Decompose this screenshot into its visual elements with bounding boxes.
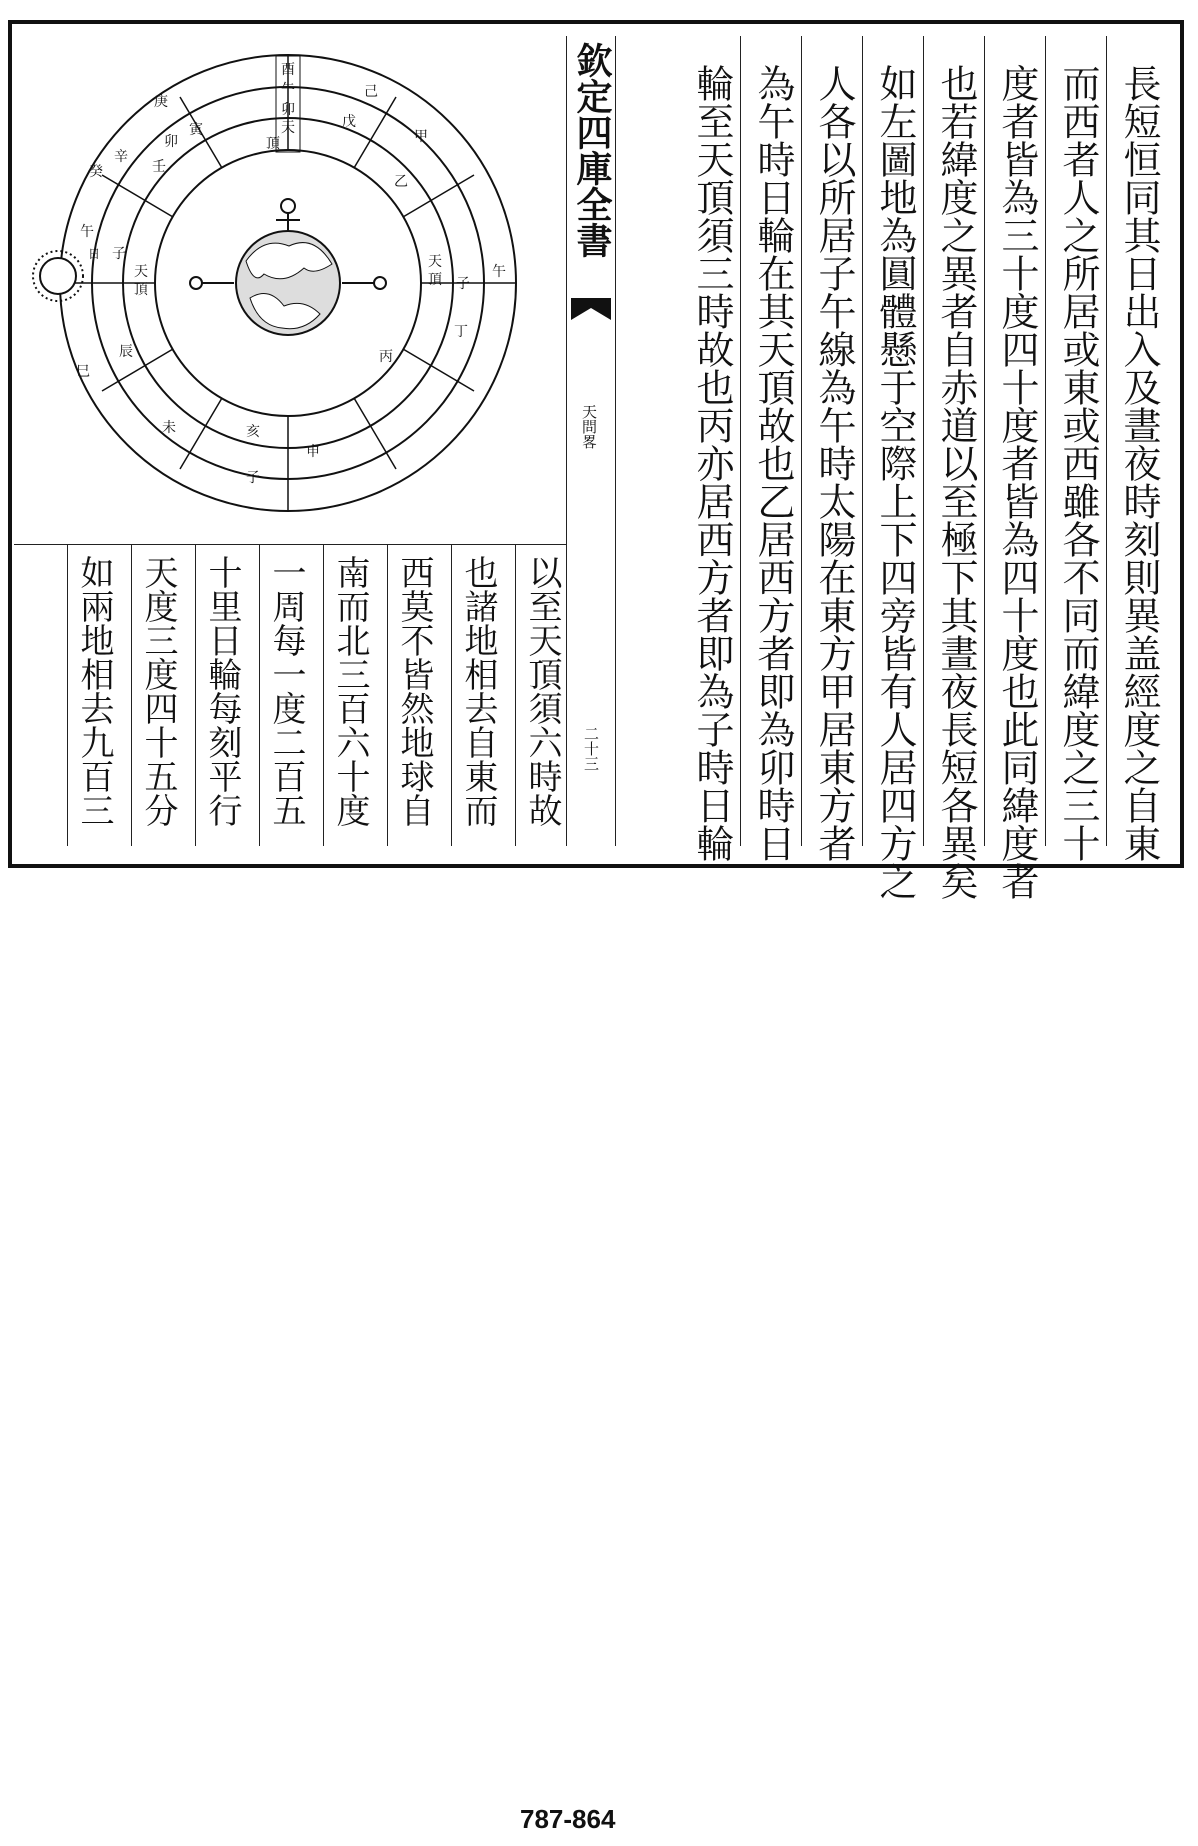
ring-label-geng: 庚 — [154, 94, 168, 110]
diagram-left-label-2: 子 — [112, 246, 126, 262]
chapter-label: 天問畧 — [580, 404, 598, 449]
lower-column-1: 以至天頂須六時故 — [515, 545, 566, 846]
fishtail-mark-icon — [571, 298, 611, 320]
text-column-3: 度者皆為三十度四十度者皆為四十度也此同緯度者 — [984, 36, 1045, 846]
ring-label-zi: 子 — [246, 470, 260, 486]
text-column-5: 如左圖地為圓體懸于空際上下四旁皆有人居四方之 — [862, 36, 923, 846]
book-title: 欽定四庫全書 — [571, 42, 613, 258]
book-title-column — [566, 36, 616, 846]
ring-label-chen: 辰 — [119, 344, 133, 360]
ring-label-yin: 寅 — [189, 122, 203, 138]
lower-column-8: 如兩地相去九百三 — [67, 545, 118, 846]
lower-column-7: 天度三度四十五分 — [131, 545, 182, 846]
figure-left-icon — [190, 277, 234, 289]
ring-label-shen: 申 — [306, 444, 320, 460]
ring-label-wei: 未 — [162, 420, 176, 436]
celestial-diagram — [14, 36, 566, 545]
ring-label-mao: 卯 — [164, 134, 178, 150]
ring-label-yi: 乙 — [394, 174, 408, 190]
lower-column-4: 南而北三百六十度 — [323, 545, 374, 846]
ring-label-wu: 戊 — [342, 114, 356, 130]
lower-column-3: 西莫不皆然地球自 — [387, 545, 438, 846]
diagram-right-label-3: 子 — [456, 276, 470, 292]
text-column-7: 為午時日輪在其天頂故也乙居西方者即為卯時日 — [740, 36, 801, 846]
ring-label-si: 巳 — [76, 364, 90, 380]
sun-icon — [33, 251, 83, 301]
diagram-top-label-5: 頂 — [266, 136, 280, 152]
ring-label-ding: 丁 — [454, 324, 468, 340]
figure-top-icon — [276, 199, 300, 232]
diagram-top-label-3: 卯 — [281, 102, 295, 118]
ring-label-xin: 辛 — [114, 149, 128, 165]
figure-right-icon — [342, 277, 386, 289]
text-column-8: 輪至天頂須三時故也丙亦居西方者即為子時日輪 — [690, 64, 734, 862]
diagram-top-label-2: 午 — [281, 82, 295, 98]
diagram-left-label-4: 頂 — [134, 282, 148, 298]
page-number: 787-864 — [520, 1804, 616, 1834]
diagram-left-label-3: 天 — [134, 264, 148, 280]
diagram-right-label-4: 午 — [492, 264, 506, 280]
text-column-1: 長短恒同其日出入及晝夜時刻則異盖經度之自東 — [1106, 36, 1167, 846]
diagram-top-label-1: 酉 — [281, 62, 295, 78]
text-column-6: 人各以所居子午線為午時太陽在東方甲居東方者 — [801, 36, 862, 846]
lower-column-6: 十里日輪每刻平行 — [195, 545, 246, 846]
ring-label-hai: 亥 — [246, 424, 260, 440]
diagram-top-label-4: 天 — [281, 120, 295, 136]
lower-column-2: 也諸地相去自東而 — [451, 545, 502, 846]
celestial-diagram-svg — [14, 36, 566, 545]
diagram-right-label-2: 頂 — [428, 272, 442, 288]
ring-label-bing: 丙 — [379, 349, 393, 365]
diagram-right-label-1: 天 — [428, 254, 442, 270]
lower-column-5: 一周每一度二百五 — [259, 545, 310, 846]
text-column-4: 也若緯度之異者自赤道以至極下其晝夜長短各異矣 — [923, 36, 984, 846]
sun-label: 日 — [88, 247, 101, 261]
folio-number: 二十三 — [582, 726, 600, 771]
ring-label-ren: 壬 — [152, 159, 166, 175]
ring-label-gui: 癸 — [89, 164, 103, 180]
diagram-left-label-1: 午 — [80, 224, 94, 240]
ring-label-ji: 己 — [364, 84, 378, 100]
text-column-2: 而西者人之所居或東或西雖各不同而緯度之三十 — [1045, 36, 1106, 846]
ring-label-jia: 甲 — [414, 129, 428, 145]
